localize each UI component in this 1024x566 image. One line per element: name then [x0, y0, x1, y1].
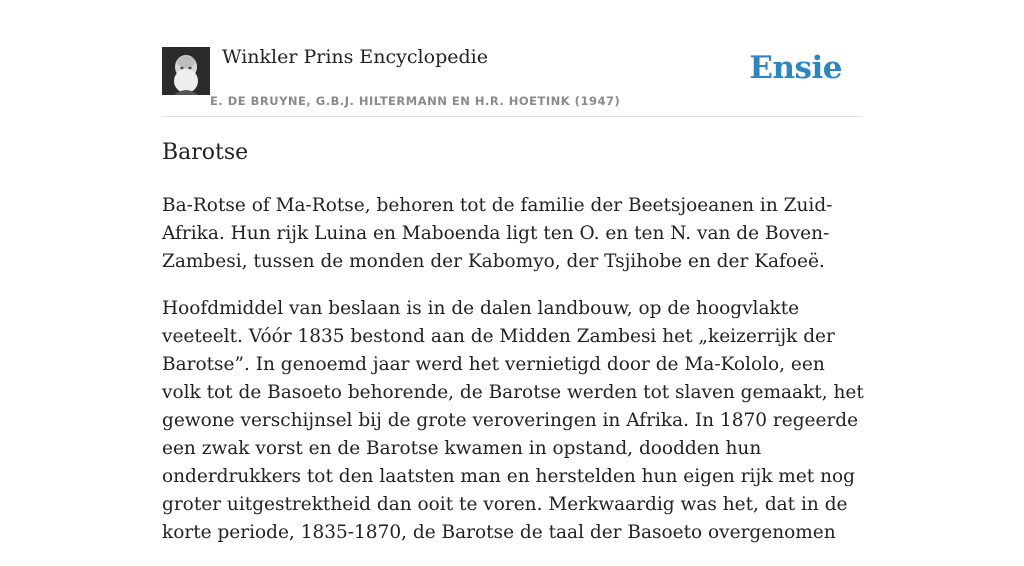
article-body: [162, 192, 867, 566]
article-paragraph: Hoofdmiddel van beslaan is in de dalen landbouw, op de hoogvlakte veeteelt. Vóór 1835 bestond aan de Midden Zambesi het „keizerrijk der Barotse”. In genoemd jaar werd het vernietigd door de Ma-Kololo, een volk tot de Basoeto behorende, de Barotse werden tot slaven gemaakt, het gewone verschijnsel bij de grote veroveringen in Afrika. In 1870 regeerde een zwak vorst en de Barotse kwamen in opstand, doodden hun onderdrukkers tot den laatsten man en herstelden hun eigen rijk met nog groter uitgestrektheid dan ooit te voren. Merkwaardig was het, dat in de korte periode, 1835-1870, de Barotse de taal der Basoeto overgenomen: [162, 298, 864, 543]
source-header: [162, 0, 862, 117]
article-title: Barotse: [162, 140, 249, 165]
source-authors: E. DE BRUYNE, G.B.J. HILTERMANN EN H.R. HOETINK (1947): [210, 94, 621, 108]
article-paragraph: Ba-Rotse of Ma-Rotse, behoren tot de familie der Beetsjoeanen in Zuid-Afrika. Hun rijk Luina en Maboenda ligt ten O. en ten N. van de Boven-Zambesi, tussen de monden der Kabomyo, der Tsjihobe en der Kafoeë.: [162, 195, 833, 272]
author-avatar[interactable]: [162, 47, 210, 95]
author-portrait-icon: [162, 47, 210, 95]
source-title[interactable]: Winkler Prins Encyclopedie: [222, 46, 488, 68]
ensie-logo[interactable]: Ensie: [749, 50, 842, 86]
